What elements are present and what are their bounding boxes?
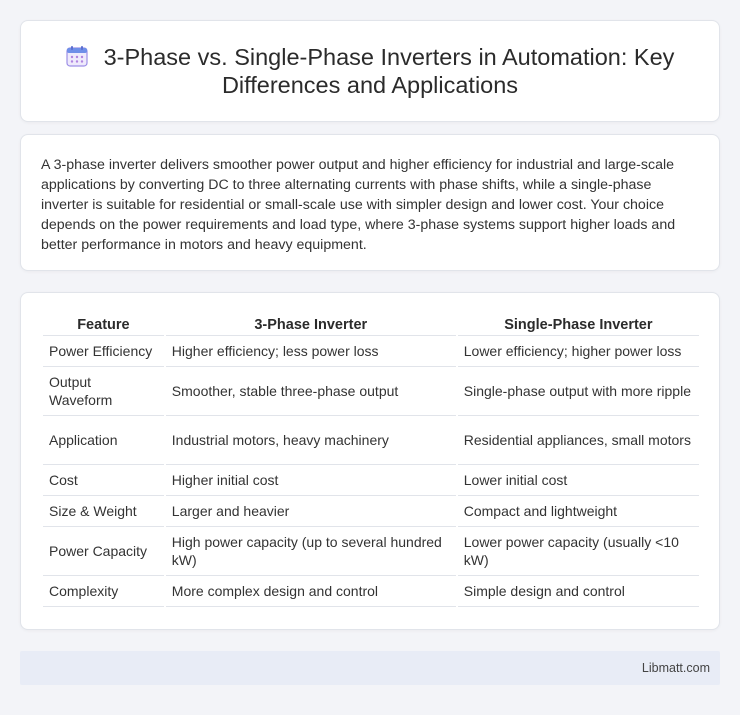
three-phase-cell: Industrial motors, heavy machinery [166,416,456,465]
feature-cell: Output Waveform [43,367,164,416]
table-row [43,527,699,576]
feature-cell: Power Efficiency [43,336,164,367]
footer [20,651,720,685]
calendar-icon [66,45,88,67]
feature-cell: Cost [43,465,164,496]
three-phase-cell: Larger and heavier [166,496,456,527]
single-phase-cell: Lower power capacity (usually <10 kW) [458,527,699,576]
table-header-row [43,315,699,336]
feature-cell: Complexity [43,576,164,607]
page-title-wrap [51,43,689,99]
three-phase-cell: More complex design and control [166,576,456,607]
feature-cell: Application [43,416,164,465]
table-row [43,496,699,527]
single-phase-cell: Compact and lightweight [458,496,699,527]
feature-cell: Size & Weight [43,496,164,527]
column-header-3-phase: 3-Phase Inverter [166,315,456,336]
comparison-table [41,315,701,607]
page-title: 3-Phase vs. Single-Phase Inverters in Automation: Key Differences and Applications [103,44,675,98]
summary-text: A 3-phase inverter delivers smoother power output and higher efficiency for industrial and large-scale applications by converting DC to three alternating currents with phase shifts, while a single-phase inverter is suitable for residential or small-scale use with simpler design and lower cost. Your choice depends on the power requirements and load type, where 3-phase systems support higher loads and better performance in motors and heavy equipment. [41,157,676,253]
single-phase-cell: Residential appliances, small motors [458,416,699,465]
three-phase-cell: Higher initial cost [166,465,456,496]
table-row [43,367,699,416]
three-phase-cell: Smoother, stable three-phase output [166,367,456,416]
footer-brand-link[interactable]: Libmatt.com [641,661,710,675]
three-phase-cell: High power capacity (up to several hundred kW) [166,527,456,576]
three-phase-cell: Higher efficiency; less power loss [166,336,456,367]
single-phase-cell: Single-phase output with more ripple [458,367,699,416]
table-row [43,336,699,367]
comparison-card [20,292,720,630]
single-phase-cell: Lower efficiency; higher power loss [458,336,699,367]
column-header-single-phase: Single-Phase Inverter [458,315,699,336]
single-phase-cell: Simple design and control [458,576,699,607]
title-card [20,20,720,122]
summary-card [20,134,720,271]
feature-cell: Power Capacity [43,527,164,576]
column-header-feature: Feature [43,315,164,336]
table-row [43,416,699,465]
table-row [43,465,699,496]
table-row [43,576,699,607]
single-phase-cell: Lower initial cost [458,465,699,496]
